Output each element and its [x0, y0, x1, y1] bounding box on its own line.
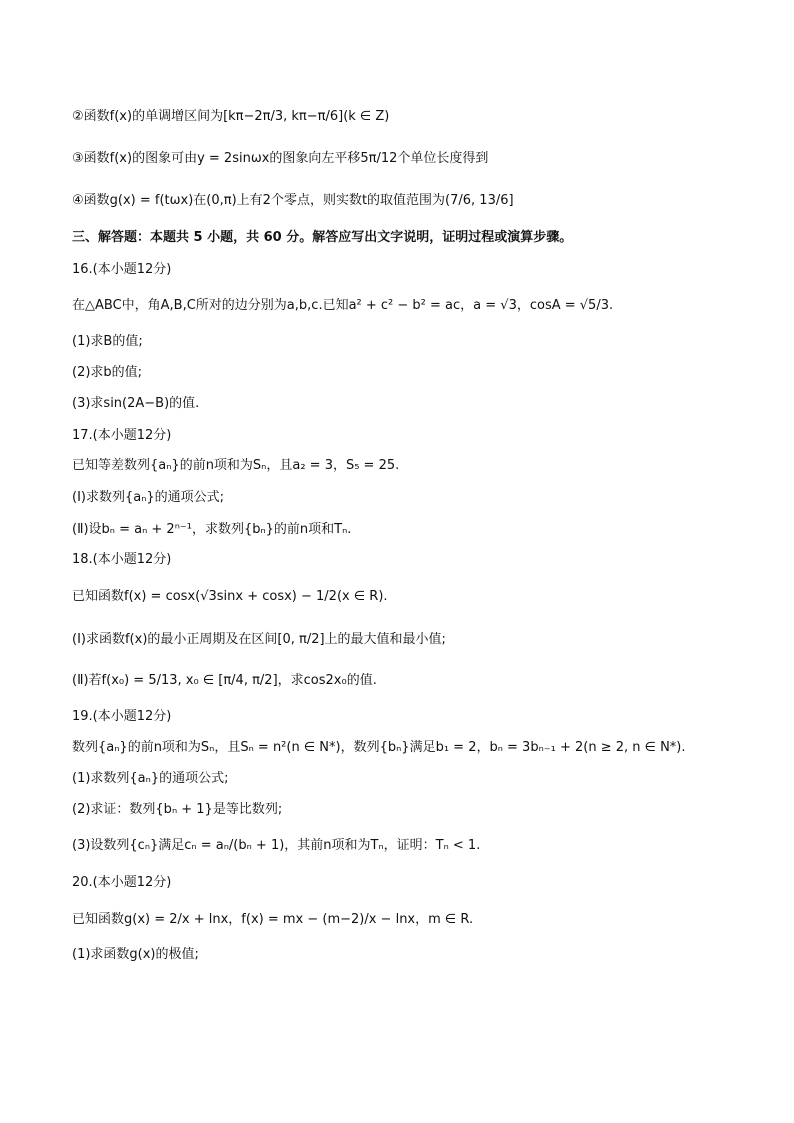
q19-part3: (3)设数列{cₙ}满足cₙ = aₙ/(bₙ + 1)，其前n项和为Tₙ，证明：Tₙ < 1. — [72, 838, 481, 853]
q17-part1: (Ⅰ)求数列{aₙ}的通项公式; — [72, 490, 225, 505]
q20-part1: (1)求函数g(x)的极值; — [72, 947, 199, 962]
q16-heading: 16.(本小题12分) — [72, 262, 172, 277]
section-heading: 三、解答题：本题共 5 小题，共 60 分。解答应写出文字说明，证明过程或演算步骤。 — [72, 230, 573, 245]
q19-part2: (2)求证：数列{bₙ + 1}是等比数列; — [72, 802, 283, 817]
q16-part1: (1)求B的值; — [72, 334, 143, 349]
q19-heading: 19.(本小题12分) — [72, 709, 172, 724]
q19-statement: 数列{aₙ}的前n项和为Sₙ，且Sₙ = n²(n ∈ N*)，数列{bₙ}满足b₁ = 2，bₙ = 3bₙ₋₁ + 2(n ≥ 2, n ∈ N*). — [72, 740, 686, 755]
statement-2: ②函数f(x)的单调增区间为[kπ−2π/3, kπ−π/6](k ∈ Z) — [72, 109, 390, 124]
q17-part2: (Ⅱ)设bₙ = aₙ + 2ⁿ⁻¹，求数列{bₙ}的前n项和Tₙ. — [72, 522, 352, 537]
q20-statement: 已知函数g(x) = 2/x + lnx，f(x) = mx − (m−2)/x − lnx，m ∈ R. — [72, 912, 474, 927]
q19-part1: (1)求数列{aₙ}的通项公式; — [72, 771, 229, 786]
statement-3: ③函数f(x)的图象可由y = 2sinωx的图象向左平移5π/12个单位长度得到 — [72, 151, 489, 166]
q18-part2: (Ⅱ)若f(x₀) = 5/13, x₀ ∈ [π/4, π/2]，求cos2x₀的值. — [72, 673, 377, 688]
q17-heading: 17.(本小题12分) — [72, 428, 172, 443]
q17-statement: 已知等差数列{aₙ}的前n项和为Sₙ，且a₂ = 3，S₅ = 25. — [72, 458, 400, 473]
q16-part3: (3)求sin(2A−B)的值. — [72, 396, 200, 411]
q18-heading: 18.(本小题12分) — [72, 552, 172, 567]
q16-statement: 在△ABC中，角A,B,C所对的边分别为a,b,c.已知a² + c² − b² = ac，a = √3，cosA = √5/3. — [72, 298, 614, 313]
statement-4: ④函数g(x) = f(tωx)在(0,π)上有2个零点，则实数t的取值范围为(7/6, 13/6] — [72, 193, 514, 208]
q20-heading: 20.(本小题12分) — [72, 875, 172, 890]
q16-part2: (2)求b的值; — [72, 365, 143, 380]
q18-part1: (Ⅰ)求函数f(x)的最小正周期及在区间[0, π/2]上的最大值和最小值; — [72, 632, 446, 647]
q18-statement: 已知函数f(x) = cosx(√3sinx + cosx) − 1/2(x ∈ R). — [72, 589, 388, 604]
